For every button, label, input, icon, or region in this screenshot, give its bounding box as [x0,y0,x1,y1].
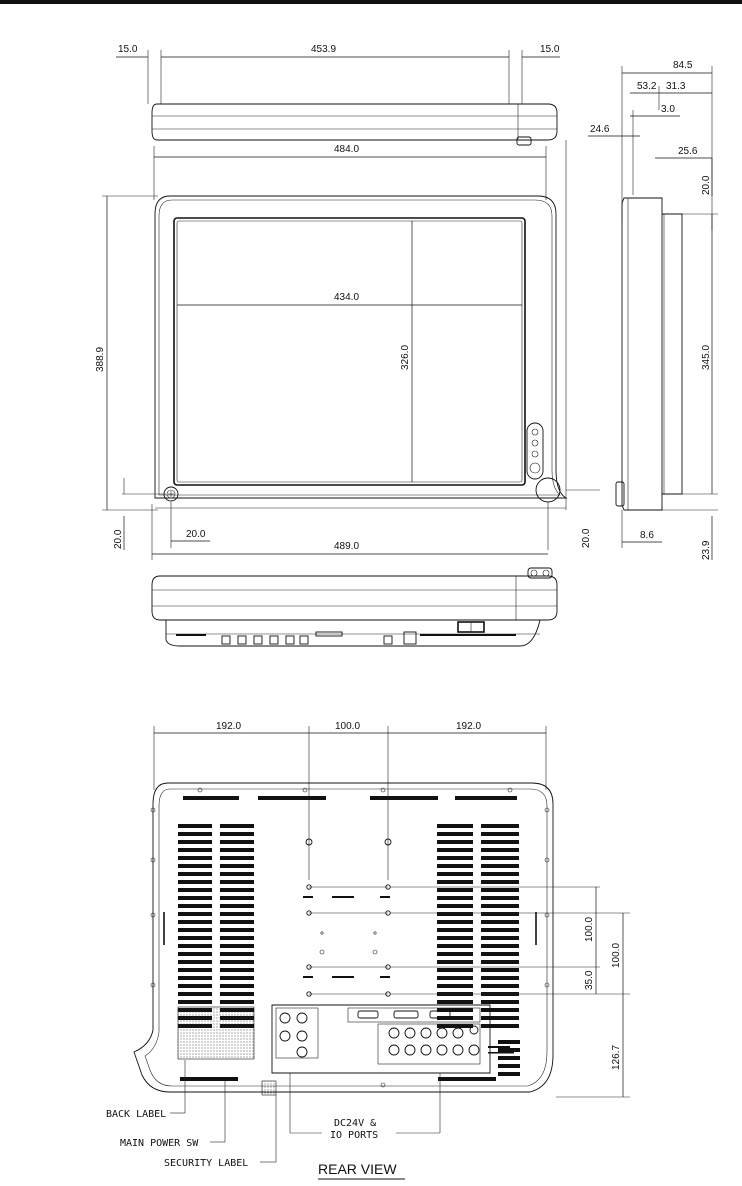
dim-rear-vesa-vertical-a: 100.0 [584,916,595,942]
dim-front-bottom-width: 489.0 [334,541,360,552]
rear-view [106,721,630,1179]
dim-top-inner-width: 453.9 [311,44,337,55]
dim-side-height: 345.0 [701,344,712,370]
security-label-mark [262,1081,276,1095]
dim-side-bottom-offset: 23.9 [701,540,712,560]
bottom-view [152,568,557,646]
dim-front-outer-height: 388.9 [95,346,106,372]
dim-top-left-margin: 15.0 [118,44,138,55]
dim-side-depth-b: 31.3 [666,81,686,92]
io-ports-callout-line2: IO PORTS [330,1130,379,1141]
dim-rear-vesa-vertical-b: 100.0 [611,942,622,968]
dim-side-bottom-depth: 8.6 [640,530,654,541]
dim-front-outer-width: 484.0 [334,144,360,155]
dim-side-bezel: 3.0 [661,104,675,115]
dim-top-right-margin: 15.0 [540,44,560,55]
dim-front-side-cut: 20.0 [581,528,592,548]
back-label-callout: BACK LABEL [106,1109,167,1120]
dim-side-right-depth: 25.6 [678,146,698,157]
back-label-area [178,1007,254,1059]
dim-side-top-offset: 20.0 [701,175,712,195]
dim-rear-left-width: 192.0 [216,721,242,732]
main-power-switch-callout: MAIN POWER SW [120,1138,199,1149]
security-label-callout: SECURITY LABEL [164,1158,249,1169]
dim-rear-vesa-offset: 35.0 [584,970,595,990]
rear-view-title: REAR VIEW [318,1161,397,1177]
dim-side-depth: 84.5 [673,60,693,71]
io-ports-callout-line1: DC24V & [334,1118,377,1129]
dim-side-depth-a: 53.2 [637,81,657,92]
dim-rear-right-width: 192.0 [456,721,482,732]
top-view [116,44,560,145]
front-view [95,140,600,560]
dim-screen-width: 434.0 [334,292,360,303]
dim-screen-height: 326.0 [400,344,411,370]
dim-screw-offset: 20.0 [186,529,206,540]
dim-rear-center-width: 100.0 [335,721,361,732]
dim-side-left-depth: 24.6 [590,124,610,135]
dim-rear-bottom-height: 126.7 [611,1044,622,1070]
dim-front-bottom-offset: 20.0 [113,529,124,549]
side-view [588,60,718,560]
